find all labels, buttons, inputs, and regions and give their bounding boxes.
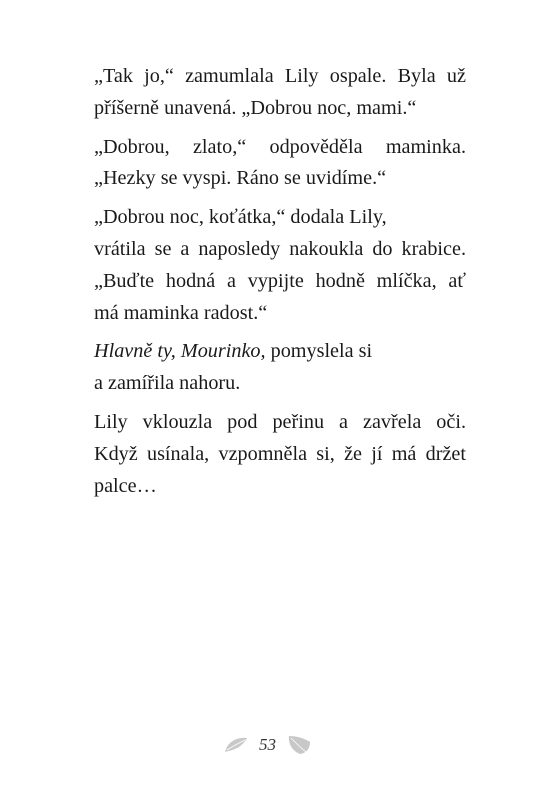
text-line: vrátila se a naposledy nakoukla do krabice. xyxy=(94,237,466,260)
text-fragment: pomyslela si xyxy=(265,340,373,363)
text-line: Lily vklouzla pod peřinu a zavřela oči. xyxy=(94,410,466,433)
italic-thought: Hlavně ty, Mourinko, xyxy=(94,340,266,363)
text-line: „Hezky se vyspi. Ráno se uvidíme.“ xyxy=(94,167,387,190)
text-line: má maminka radost.“ xyxy=(94,301,268,324)
paragraph-1 xyxy=(74,61,466,125)
text-line: „Buďte hodná a vypijte hodně mlíčka, ať xyxy=(94,269,466,292)
paragraph-5 xyxy=(74,407,466,502)
text-line: palce… xyxy=(94,474,157,497)
page-number: 53 xyxy=(259,735,276,754)
body-text xyxy=(74,61,466,509)
text-line: Když usínala, vzpomněla si, že jí má držet xyxy=(94,442,466,465)
text-line: „Dobrou noc, koťátka,“ dodala Lily, xyxy=(94,206,387,229)
paragraph-2 xyxy=(74,132,466,196)
text-line-italic-mix xyxy=(94,336,466,368)
leaf-left-icon xyxy=(223,735,249,755)
text-line: „Dobrou, zlato,“ odpověděla maminka. xyxy=(94,135,466,158)
leaf-right-icon xyxy=(286,734,312,756)
paragraph-4 xyxy=(74,336,466,400)
text-line: a zamířila nahoru. xyxy=(94,372,241,395)
paragraph-3 xyxy=(74,202,466,329)
page-footer xyxy=(0,732,535,758)
text-line: příšerně unavená. „Dobrou noc, mami.“ xyxy=(94,96,417,119)
text-line: „Tak jo,“ zamumlala Lily ospale. Byla už xyxy=(94,65,466,87)
